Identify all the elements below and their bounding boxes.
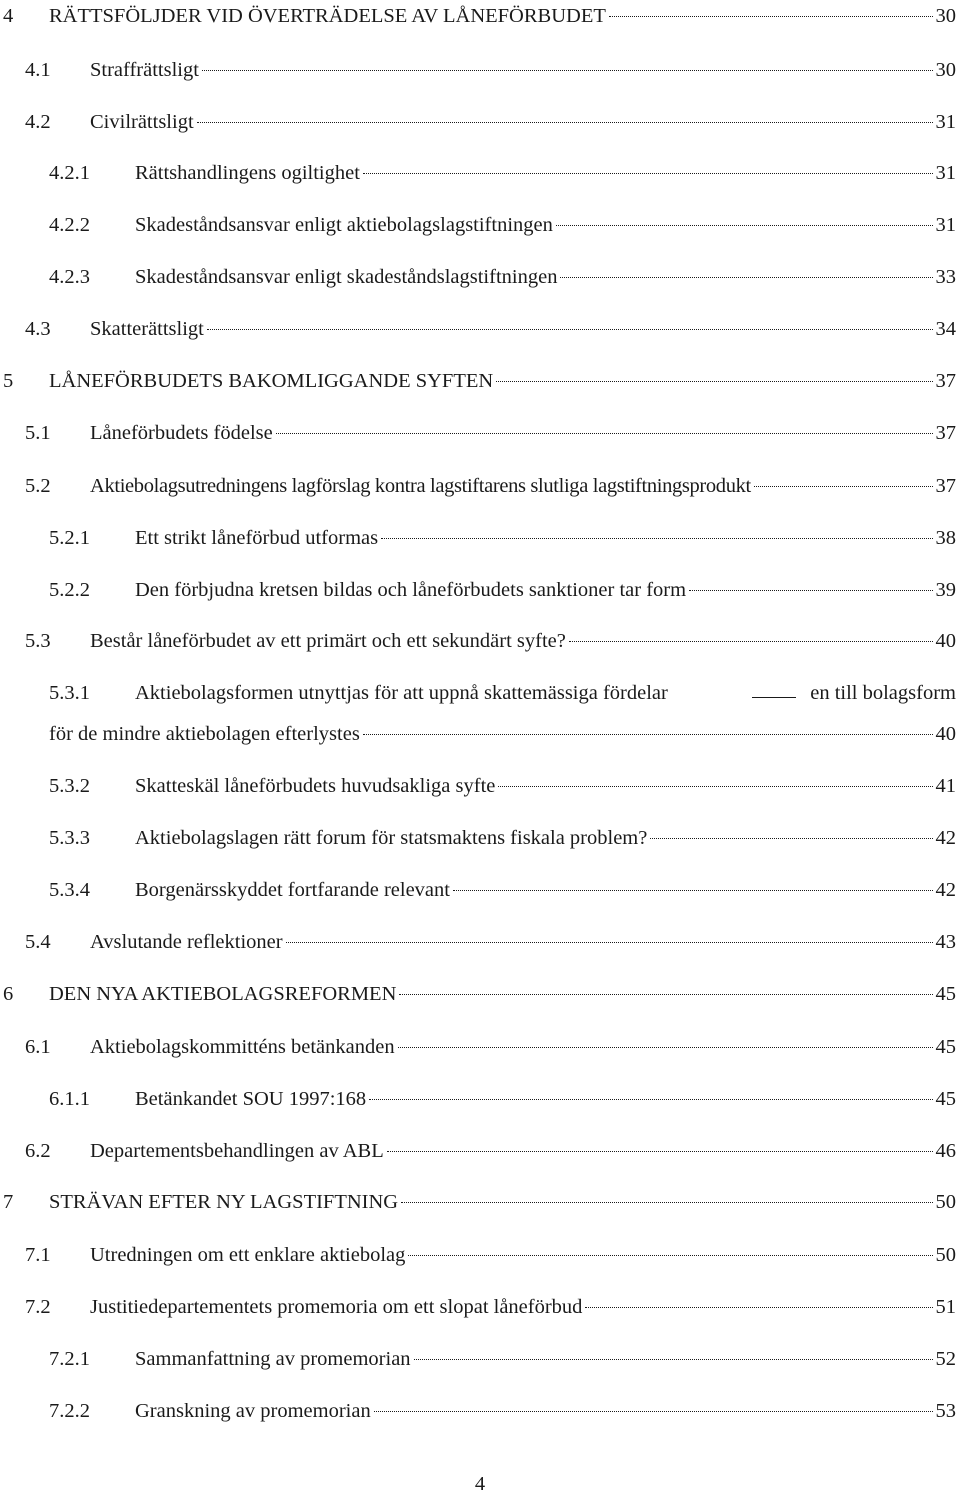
- toc-entry-number: 5.1: [25, 422, 51, 444]
- toc-entry[interactable]: [25, 930, 956, 954]
- toc-entry[interactable]: [49, 826, 956, 850]
- toc-entry[interactable]: [3, 982, 956, 1006]
- toc-entry-title-line2: för de mindre aktiebolagen efterlystes: [49, 723, 360, 745]
- toc-entry-page: 50: [935, 1191, 956, 1213]
- toc-entry-number: 5.3.3: [49, 827, 90, 849]
- toc-entry-number: 5.3.1: [49, 682, 90, 704]
- toc-entry-page: 51: [935, 1296, 956, 1318]
- dot-leader: [363, 734, 933, 735]
- toc-entry-title: Departementsbehandlingen av ABL: [90, 1140, 384, 1162]
- toc-entry-number: 7.2.2: [49, 1400, 90, 1422]
- dot-leader: [689, 590, 932, 591]
- toc-entry-title: Skatterättsligt: [90, 318, 204, 340]
- toc-entry-title-continued: en till bolagsform: [810, 682, 956, 704]
- toc-entry-page: 45: [935, 1088, 956, 1110]
- toc-entry-title: Civilrättsligt: [90, 111, 194, 133]
- dot-leader: [207, 329, 933, 330]
- toc-entry[interactable]: [3, 369, 956, 393]
- toc-entry-number: 4.1: [25, 59, 51, 81]
- dot-leader: [650, 838, 932, 839]
- dot-leader: [556, 225, 933, 226]
- toc-entry-number: 6.1.1: [49, 1088, 90, 1110]
- toc-entry-title: Skadeståndsansvar enligt aktiebolagslagstiftningen: [135, 214, 553, 236]
- toc-entry-number: 5.2.1: [49, 527, 90, 549]
- toc-entry-page: 45: [935, 1036, 956, 1058]
- toc-entry[interactable]: [49, 1399, 956, 1423]
- dash-separator: [752, 674, 796, 698]
- toc-entry[interactable]: [49, 1087, 956, 1111]
- toc-entry-page: 30: [935, 5, 956, 27]
- toc-entry[interactable]: [3, 4, 956, 28]
- toc-entry-page: 34: [935, 318, 956, 340]
- toc-entry[interactable]: [49, 213, 956, 237]
- toc-entry-number: 4: [3, 5, 14, 27]
- toc-entry-number: 5.3.4: [49, 879, 90, 901]
- toc-entry-title: Rättshandlingens ogiltighet: [135, 162, 360, 184]
- dot-leader: [398, 1047, 933, 1048]
- toc-entry[interactable]: [49, 1347, 956, 1371]
- toc-entry-title: Granskning av promemorian: [135, 1400, 371, 1422]
- toc-entry-number: 4.2.1: [49, 162, 90, 184]
- dot-leader: [363, 173, 933, 174]
- toc-entry-page: 39: [935, 579, 956, 601]
- toc-entry-number: 7.2: [25, 1296, 51, 1318]
- toc-entry-page: 30: [935, 59, 956, 81]
- toc-entry-page: 37: [935, 475, 956, 497]
- toc-entry-number: 7: [3, 1191, 14, 1213]
- toc-entry-page: 53: [935, 1400, 956, 1422]
- toc-entry-page: 45: [935, 983, 956, 1005]
- toc-entry[interactable]: [25, 58, 956, 82]
- toc-entry-number: 7.1: [25, 1244, 51, 1266]
- toc-entry-title: Aktiebolagsutredningens lagförslag kontra lagstiftarens slutliga lagstiftningsprodukt: [90, 475, 751, 497]
- toc-entry-title: Låneförbudets födelse: [90, 422, 273, 444]
- toc-entry-title: Aktiebolagslagen rätt forum för statsmaktens fiskala problem?: [135, 827, 648, 849]
- toc-entry-page: 40: [935, 723, 956, 745]
- toc-entry-number: 5.3.2: [49, 775, 90, 797]
- dot-leader: [408, 1255, 932, 1256]
- toc-entry-number: 4.2: [25, 111, 51, 133]
- toc-entry-number: 5.3: [25, 630, 51, 652]
- toc-entry-title: Sammanfattning av promemorian: [135, 1348, 411, 1370]
- toc-entry-page: 31: [935, 214, 956, 236]
- toc-entry-title: Består låneförbudet av ett primärt och ett sekundärt syfte?: [90, 630, 566, 652]
- dot-leader: [197, 122, 933, 123]
- toc-entry-number: 6.1: [25, 1036, 51, 1058]
- toc-entry-number: 5.2: [25, 475, 51, 497]
- toc-entry[interactable]: [3, 1190, 956, 1214]
- toc-entry-title: Avslutande reflektioner: [90, 931, 283, 953]
- toc-entry-number: 6.2: [25, 1140, 51, 1162]
- toc-entry-number: 4.2.2: [49, 214, 90, 236]
- toc-entry-title: Den förbjudna kretsen bildas och låneförbudets sanktioner tar form: [135, 579, 687, 601]
- toc-entry[interactable]: [25, 1243, 956, 1267]
- toc-entry-page: 40: [935, 630, 956, 652]
- toc-entry-title: RÄTTSFÖLJDER VID ÖVERTRÄDELSE AV LÅNEFÖRBUDET: [49, 5, 606, 27]
- toc-entry-title: Skadeståndsansvar enligt skadeståndslagstiftningen: [135, 266, 558, 288]
- toc-entry-page: 52: [935, 1348, 956, 1370]
- toc-entry-number: 5.4: [25, 931, 51, 953]
- dot-leader: [414, 1359, 933, 1360]
- toc-entry[interactable]: [49, 578, 956, 602]
- dot-leader: [585, 1307, 932, 1308]
- dot-leader: [387, 1151, 933, 1152]
- toc-entry-title: Betänkandet SOU 1997:168: [135, 1088, 367, 1110]
- toc-entry-number: 5.2.2: [49, 579, 90, 601]
- toc-entry-title: Justitiedepartementets promemoria om ett slopat låneförbud: [90, 1296, 583, 1318]
- page-number: 4: [474, 1473, 486, 1495]
- toc-entry-page: 33: [935, 266, 956, 288]
- toc-entry-title: DEN NYA AKTIEBOLAGSREFORMEN: [49, 983, 397, 1005]
- toc-entry-page: 31: [935, 162, 956, 184]
- dot-leader: [754, 486, 933, 487]
- toc-entry-number: 4.3: [25, 318, 51, 340]
- dot-leader: [453, 890, 933, 891]
- toc-entry-title: STRÄVAN EFTER NY LAGSTIFTNING: [49, 1191, 399, 1213]
- toc-entry[interactable]: [25, 421, 956, 445]
- toc-entry[interactable]: [49, 722, 956, 746]
- dot-leader: [560, 277, 932, 278]
- dot-leader: [498, 786, 932, 787]
- toc-entry-page: 37: [935, 370, 956, 392]
- toc-entry-page: 41: [935, 775, 956, 797]
- toc-entry-title: Ett strikt låneförbud utformas: [135, 527, 379, 549]
- toc-entry[interactable]: [25, 1139, 956, 1163]
- dot-leader: [276, 433, 933, 434]
- dot-leader: [369, 1099, 932, 1100]
- toc-entry-page: 37: [935, 422, 956, 444]
- toc-entry[interactable]: [25, 1035, 956, 1059]
- dot-leader: [401, 1202, 932, 1203]
- toc-entry-title: Borgenärsskyddet fortfarande relevant: [135, 879, 450, 901]
- dot-leader: [374, 1411, 933, 1412]
- toc-entry[interactable]: [25, 1295, 956, 1319]
- dot-leader: [496, 381, 932, 382]
- toc-entry-first-line[interactable]: [49, 681, 956, 705]
- toc-entry[interactable]: [49, 878, 956, 902]
- toc-entry-page: 43: [935, 931, 956, 953]
- toc-entry-number: 6: [3, 983, 14, 1005]
- dot-leader: [202, 70, 933, 71]
- dot-leader: [609, 16, 933, 17]
- toc-entry[interactable]: [25, 317, 956, 341]
- toc-entry-title: Utredningen om ett enklare aktiebolag: [90, 1244, 406, 1266]
- toc-entry[interactable]: [25, 474, 956, 498]
- toc-entry-title: Aktiebolagskommitténs betänkanden: [90, 1036, 395, 1058]
- toc-entry-title: LÅNEFÖRBUDETS BAKOMLIGGANDE SYFTEN: [49, 370, 494, 392]
- toc-entry-title: Straffrättsligt: [90, 59, 199, 81]
- toc-entry[interactable]: [25, 110, 956, 134]
- dot-leader: [569, 641, 933, 642]
- toc-entry-page: 42: [935, 879, 956, 901]
- toc-entry-page: 46: [935, 1140, 956, 1162]
- toc-entry-number: 5: [3, 370, 14, 392]
- toc-entry[interactable]: [49, 774, 956, 798]
- toc-entry[interactable]: [25, 629, 956, 653]
- dot-leader: [286, 942, 933, 943]
- toc-entry-page: 50: [935, 1244, 956, 1266]
- toc-entry-title: Aktiebolagsformen utnyttjas för att uppnå skattemässiga fördelar: [135, 682, 668, 704]
- toc-entry-title: Skatteskäl låneförbudets huvudsakliga syfte: [135, 775, 496, 797]
- toc-entry-page: 42: [935, 827, 956, 849]
- dot-leader: [381, 538, 932, 539]
- toc-entry[interactable]: [49, 161, 956, 185]
- toc-entry-number: 4.2.3: [49, 266, 90, 288]
- toc-entry-page: 31: [935, 111, 956, 133]
- toc-entry-number: 7.2.1: [49, 1348, 90, 1370]
- toc-entry-page: 38: [935, 527, 956, 549]
- dot-leader: [399, 994, 932, 995]
- toc-entry[interactable]: [49, 526, 956, 550]
- toc-entry[interactable]: [49, 265, 956, 289]
